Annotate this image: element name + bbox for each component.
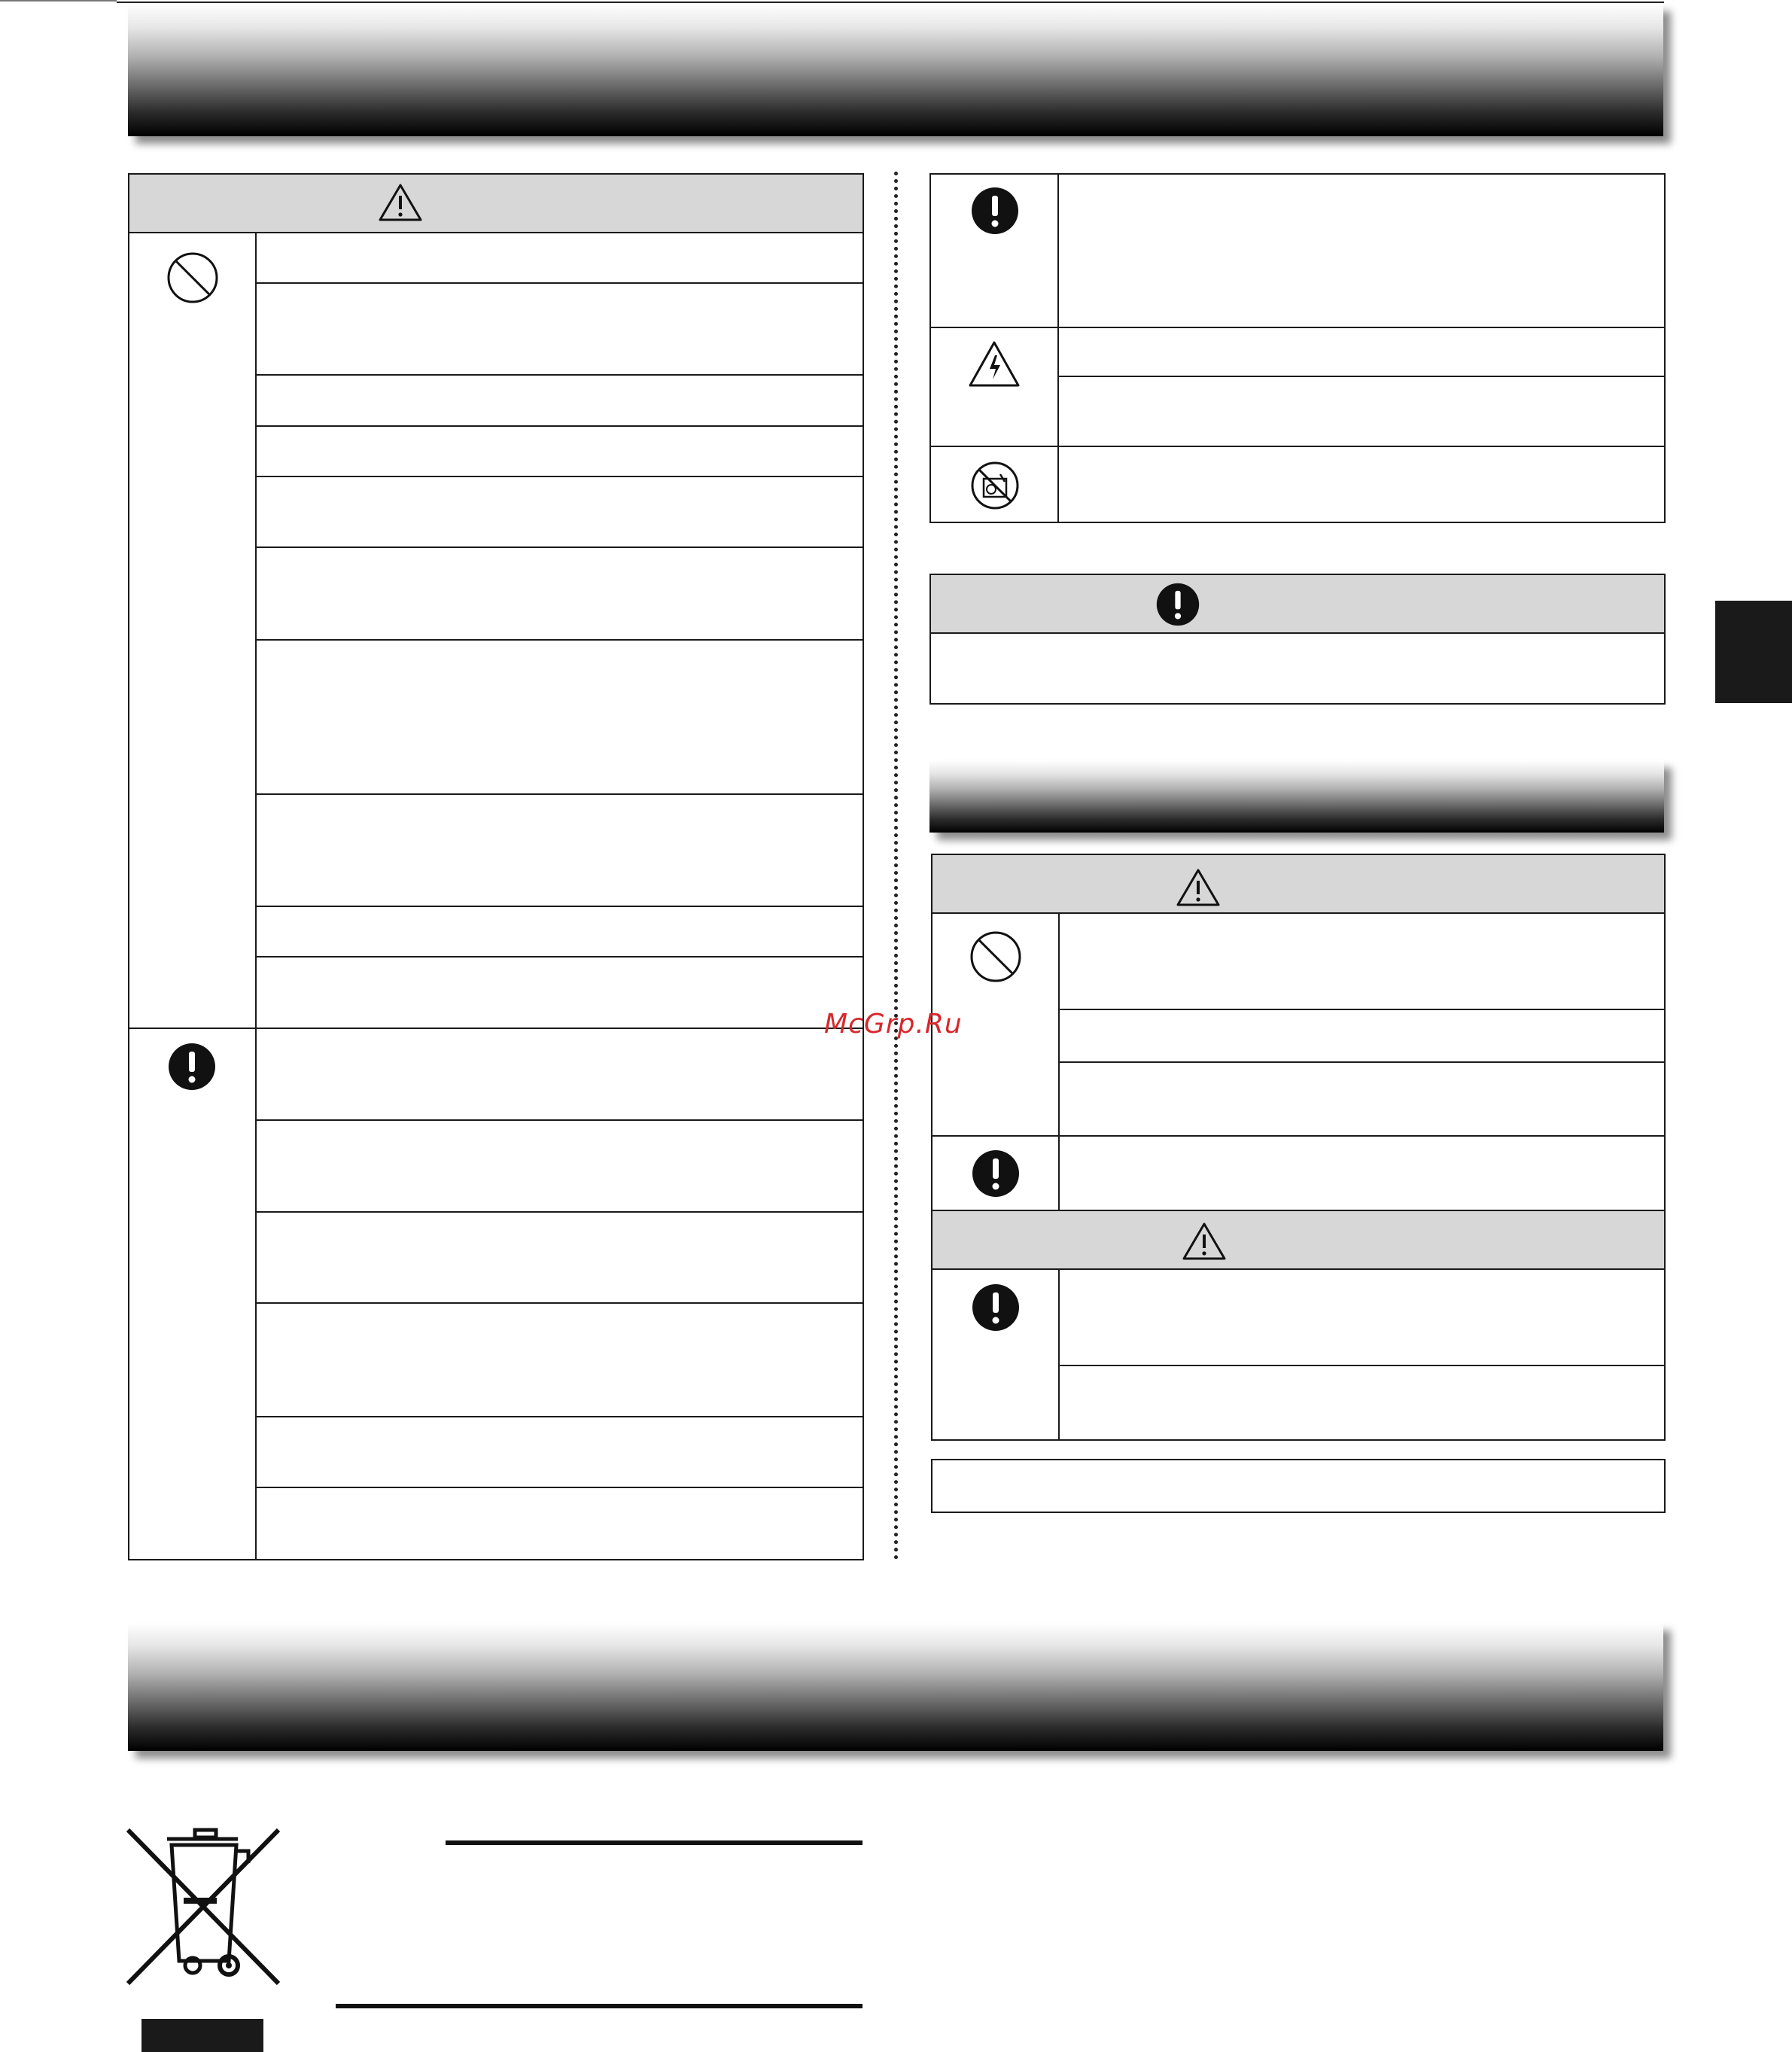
row-divider xyxy=(255,639,863,641)
exclamation-circle-icon xyxy=(167,1042,217,1091)
icon-column-divider xyxy=(255,233,257,1559)
row-divider xyxy=(1057,376,1664,377)
caution-box-header xyxy=(931,575,1664,634)
icon-column-divider xyxy=(1058,1270,1060,1439)
section-banner-bottom xyxy=(128,1623,1663,1751)
top-rule xyxy=(0,0,117,2)
section-banner-top xyxy=(128,4,1663,136)
warning-triangle-icon xyxy=(1182,1222,1227,1261)
exclamation-circle-icon xyxy=(971,1283,1021,1332)
crossed-out-bin-icon xyxy=(123,1825,283,1988)
row-divider xyxy=(255,1211,863,1213)
warning-table-left-header xyxy=(129,175,863,233)
caution-subheader xyxy=(933,1211,1664,1270)
row-divider xyxy=(255,282,863,284)
warning-table-left xyxy=(128,173,864,1560)
row-divider xyxy=(255,793,863,795)
disposal-rule-top xyxy=(446,1840,863,1845)
exclamation-circle-icon xyxy=(970,186,1020,236)
row-divider xyxy=(255,1119,863,1121)
exclamation-circle-icon xyxy=(971,1149,1021,1198)
row-divider xyxy=(255,476,863,477)
group-divider xyxy=(931,327,1664,328)
exclamation-circle-icon xyxy=(1155,582,1200,627)
warning-triangle-icon xyxy=(1176,868,1221,907)
section-banner-right xyxy=(929,760,1664,833)
row-divider xyxy=(1058,1009,1664,1010)
row-divider xyxy=(255,546,863,548)
icon-column-divider xyxy=(1057,175,1059,522)
note-box xyxy=(931,1459,1666,1513)
group-divider xyxy=(933,1135,1664,1137)
page-footer-block xyxy=(141,2019,263,2052)
warning-triangle-icon xyxy=(378,183,423,222)
prohibition-circle-icon xyxy=(166,251,220,305)
group-divider xyxy=(129,1028,863,1029)
row-divider xyxy=(255,1416,863,1417)
row-divider xyxy=(255,1487,863,1488)
top-rule-long xyxy=(117,2,1664,3)
group-divider xyxy=(931,446,1664,447)
electric-shock-icon xyxy=(968,340,1021,388)
row-divider xyxy=(255,956,863,957)
warning-table-right-header xyxy=(933,855,1664,914)
prohibition-circle-icon xyxy=(969,930,1023,984)
row-divider xyxy=(1058,1061,1664,1063)
warning-table-right-lower xyxy=(931,854,1666,1441)
warning-table-right-continued xyxy=(929,173,1666,523)
chapter-side-tab xyxy=(1715,601,1792,703)
row-divider xyxy=(255,906,863,907)
watermark-text: McGrp.Ru xyxy=(824,1009,963,1040)
row-divider xyxy=(1058,1365,1664,1366)
row-divider xyxy=(255,425,863,427)
column-dotted-divider xyxy=(894,172,898,1560)
row-divider xyxy=(255,374,863,376)
row-divider xyxy=(255,1302,863,1304)
no-disassembly-icon xyxy=(970,461,1020,510)
disposal-rule-bottom xyxy=(336,2004,863,2008)
